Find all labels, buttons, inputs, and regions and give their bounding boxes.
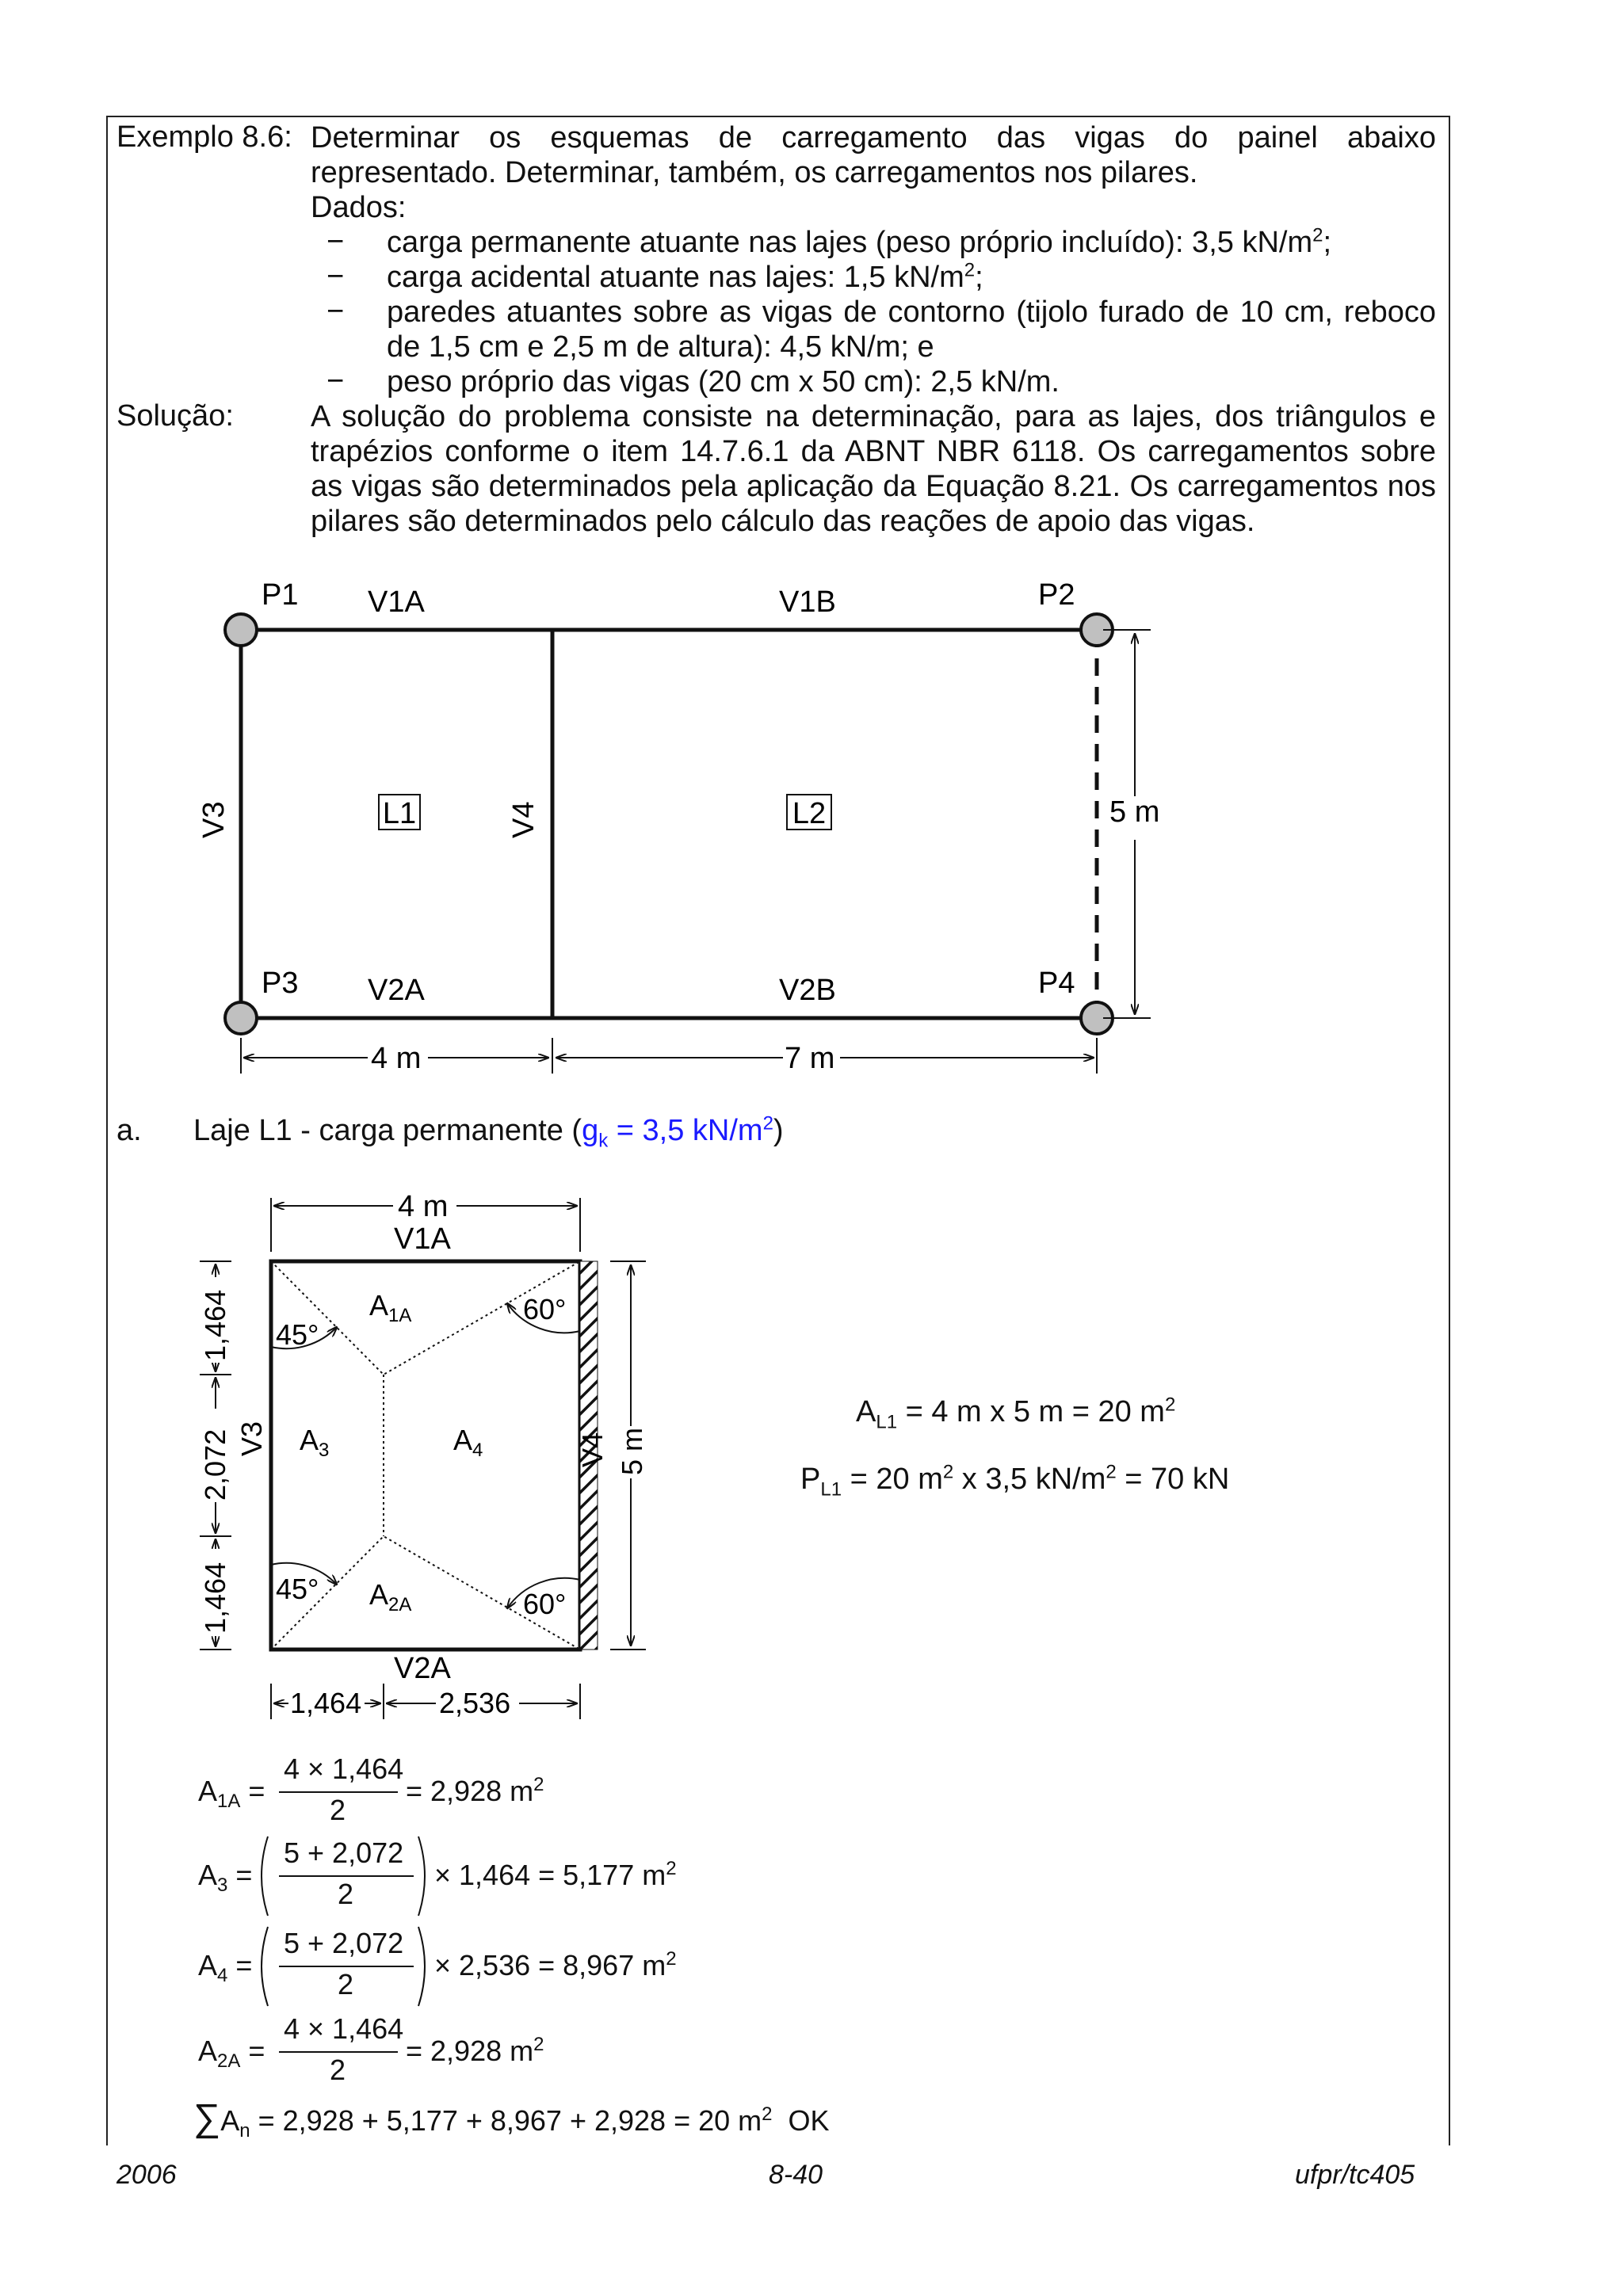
solucao-line-3: as vigas são determinados pela aplicação da Equação 8.21. Os carregamentos nos bbox=[311, 470, 1436, 503]
equation-a1a-lhs: $A_{1A}$ = bbox=[198, 1775, 265, 1813]
equation-a4-den: 2 bbox=[338, 1968, 354, 2000]
equation-a3-den: 2 bbox=[338, 1878, 354, 1910]
dados-item-4: peso próprio das vigas (20 cm x 50 cm): 2,5 kN/m. bbox=[387, 365, 1060, 399]
slab-beam-top: V1A bbox=[394, 1222, 451, 1256]
footer-year: 2006 bbox=[116, 2160, 177, 2190]
dados-item-1: carga permanente atuante nas lajes (peso próprio incluído): 3,5 $kN/m^2$; bbox=[387, 224, 1332, 259]
plan-dim-height: 5 m bbox=[1109, 795, 1160, 829]
pillar-p3 bbox=[225, 1002, 257, 1034]
equation-a2a-res: = 2,928 $m^2$ bbox=[406, 2034, 544, 2067]
solucao-line-2: trapézios conforme o item 14.7.6.1 da ABNT NBR 6118. Os carregamentos sobre bbox=[311, 435, 1436, 468]
area-a2a: $A_{2A}$ bbox=[369, 1578, 412, 1615]
equation-a4-lhs: $A_4$ = bbox=[198, 1949, 253, 1987]
dados-item-3-line-2: de 1,5 cm e 2,5 m de altura): 4,5 kN/m; e bbox=[387, 330, 934, 364]
slab-beam-left: V3 bbox=[235, 1421, 268, 1456]
bullet-dash: − bbox=[327, 260, 345, 293]
plan-dim-right: 7 m bbox=[785, 1042, 835, 1075]
load-l1-result: $P_{L1} = 20$ $m^2$ x 3,5 $kN/m^2 = 70$ kN bbox=[800, 1461, 1230, 1501]
slab-label-l1: L1 bbox=[382, 797, 417, 830]
statement-line-2: representado. Determinar, também, os carregamentos nos pilares. bbox=[311, 156, 1198, 189]
equation-a1a-num: 4 × 1,464 bbox=[284, 1753, 404, 1785]
area-a1a: $A_{1A}$ bbox=[369, 1289, 412, 1326]
slab-beam-bottom: V2A bbox=[394, 1652, 451, 1685]
equation-a2a-num: 4 × 1,464 bbox=[284, 2012, 404, 2045]
bullet-dash: − bbox=[327, 225, 345, 258]
footer-page: 8-40 bbox=[769, 2160, 823, 2190]
beam-label-v4: V4 bbox=[507, 801, 540, 838]
section-letter: a. bbox=[116, 1114, 142, 1147]
dados-item-3-line-1: paredes atuantes sobre as vigas de contorno (tijolo furado de 10 cm, reboco bbox=[387, 296, 1436, 329]
beam-label-v2b: V2B bbox=[779, 974, 836, 1007]
pillar-label-p4: P4 bbox=[1038, 967, 1075, 1000]
angle-45-bottom: 45° bbox=[276, 1573, 319, 1605]
dados-label: Dados: bbox=[311, 191, 407, 224]
solucao-line-1: A solução do problema consiste na determinação, para as lajes, dos triângulos e bbox=[311, 400, 1436, 433]
beam-label-v2a: V2A bbox=[368, 974, 425, 1007]
angle-45-top: 45° bbox=[276, 1318, 319, 1351]
slab-dim-top: 4 m bbox=[398, 1190, 449, 1223]
equation-a3-num: 5 + 2,072 bbox=[284, 1836, 404, 1869]
pillar-p1 bbox=[225, 614, 257, 646]
footer-source: ufpr/tc405 bbox=[1295, 2160, 1415, 2190]
pillar-label-p1: P1 bbox=[262, 578, 299, 612]
slab-beam-right: V4 bbox=[576, 1432, 609, 1467]
area-a3: $A_3$ bbox=[300, 1424, 330, 1461]
bullet-dash: − bbox=[327, 364, 345, 398]
slab-left-dim-1: 1,464 bbox=[199, 1289, 231, 1361]
solucao-label: Solução: bbox=[116, 399, 234, 433]
slab-label-l2: L2 bbox=[792, 797, 827, 830]
equation-a4-num: 5 + 2,072 bbox=[284, 1927, 404, 1959]
beam-label-v3: V3 bbox=[197, 801, 231, 838]
equation-sum: $\sum A_n = 2,928 + 5,177 + 8,967 + 2,928 = 20$ $m^2$ OK bbox=[193, 2097, 830, 2142]
equation-a1a-den: 2 bbox=[330, 1794, 346, 1826]
slab-bottom-dim-1: 1,464 bbox=[290, 1687, 362, 1719]
bullet-dash: − bbox=[327, 295, 345, 328]
angle-60-top: 60° bbox=[523, 1293, 567, 1325]
slab-dim-right: 5 m bbox=[616, 1427, 648, 1475]
slab-left-dim-2: 2,072 bbox=[199, 1428, 231, 1501]
statement-line-1: Determinar os esquemas de carregamento das vigas do painel abaixo bbox=[311, 121, 1436, 154]
pillar-label-p2: P2 bbox=[1038, 578, 1075, 612]
area-a4: $A_4$ bbox=[453, 1424, 483, 1461]
area-l1-result: $A_{L1} = 4$ m x 5 m = 20 $m^2$ bbox=[856, 1394, 1176, 1433]
equation-a2a-den: 2 bbox=[330, 2054, 346, 2086]
equation-a2a-lhs: $A_{2A}$ = bbox=[198, 2035, 265, 2073]
angle-60-bottom: 60° bbox=[523, 1588, 567, 1620]
pillar-label-p3: P3 bbox=[262, 967, 299, 1000]
dados-item-2: carga acidental atuante nas lajes: 1,5 $kN/m^2$; bbox=[387, 259, 983, 294]
gk-value: $g_k = 3,5$ $kN/m^2$ bbox=[582, 1112, 773, 1152]
equation-a3-res: × 1,464 = 5,177 $m^2$ bbox=[434, 1858, 677, 1891]
plan-dim-left: 4 m bbox=[371, 1042, 422, 1075]
slab-bottom-dim-2: 2,536 bbox=[439, 1687, 511, 1719]
equation-a1a-res: = 2,928 $m^2$ bbox=[406, 1774, 544, 1807]
section-title: Laje L1 - carga permanente ($g_k = 3,5$ $kN/m^2$) bbox=[193, 1112, 784, 1152]
equation-a4-res: × 2,536 = 8,967 $m^2$ bbox=[434, 1948, 677, 1981]
solucao-line-4: pilares são determinados pelo cálculo das reações de apoio das vigas. bbox=[311, 505, 1255, 538]
slab-left-dim-3: 1,464 bbox=[199, 1562, 231, 1634]
beam-label-v1b: V1B bbox=[779, 585, 836, 619]
beam-label-v1a: V1A bbox=[368, 585, 425, 619]
example-label: Exemplo 8.6: bbox=[116, 120, 292, 154]
equation-a3-lhs: $A_3$ = bbox=[198, 1859, 253, 1897]
